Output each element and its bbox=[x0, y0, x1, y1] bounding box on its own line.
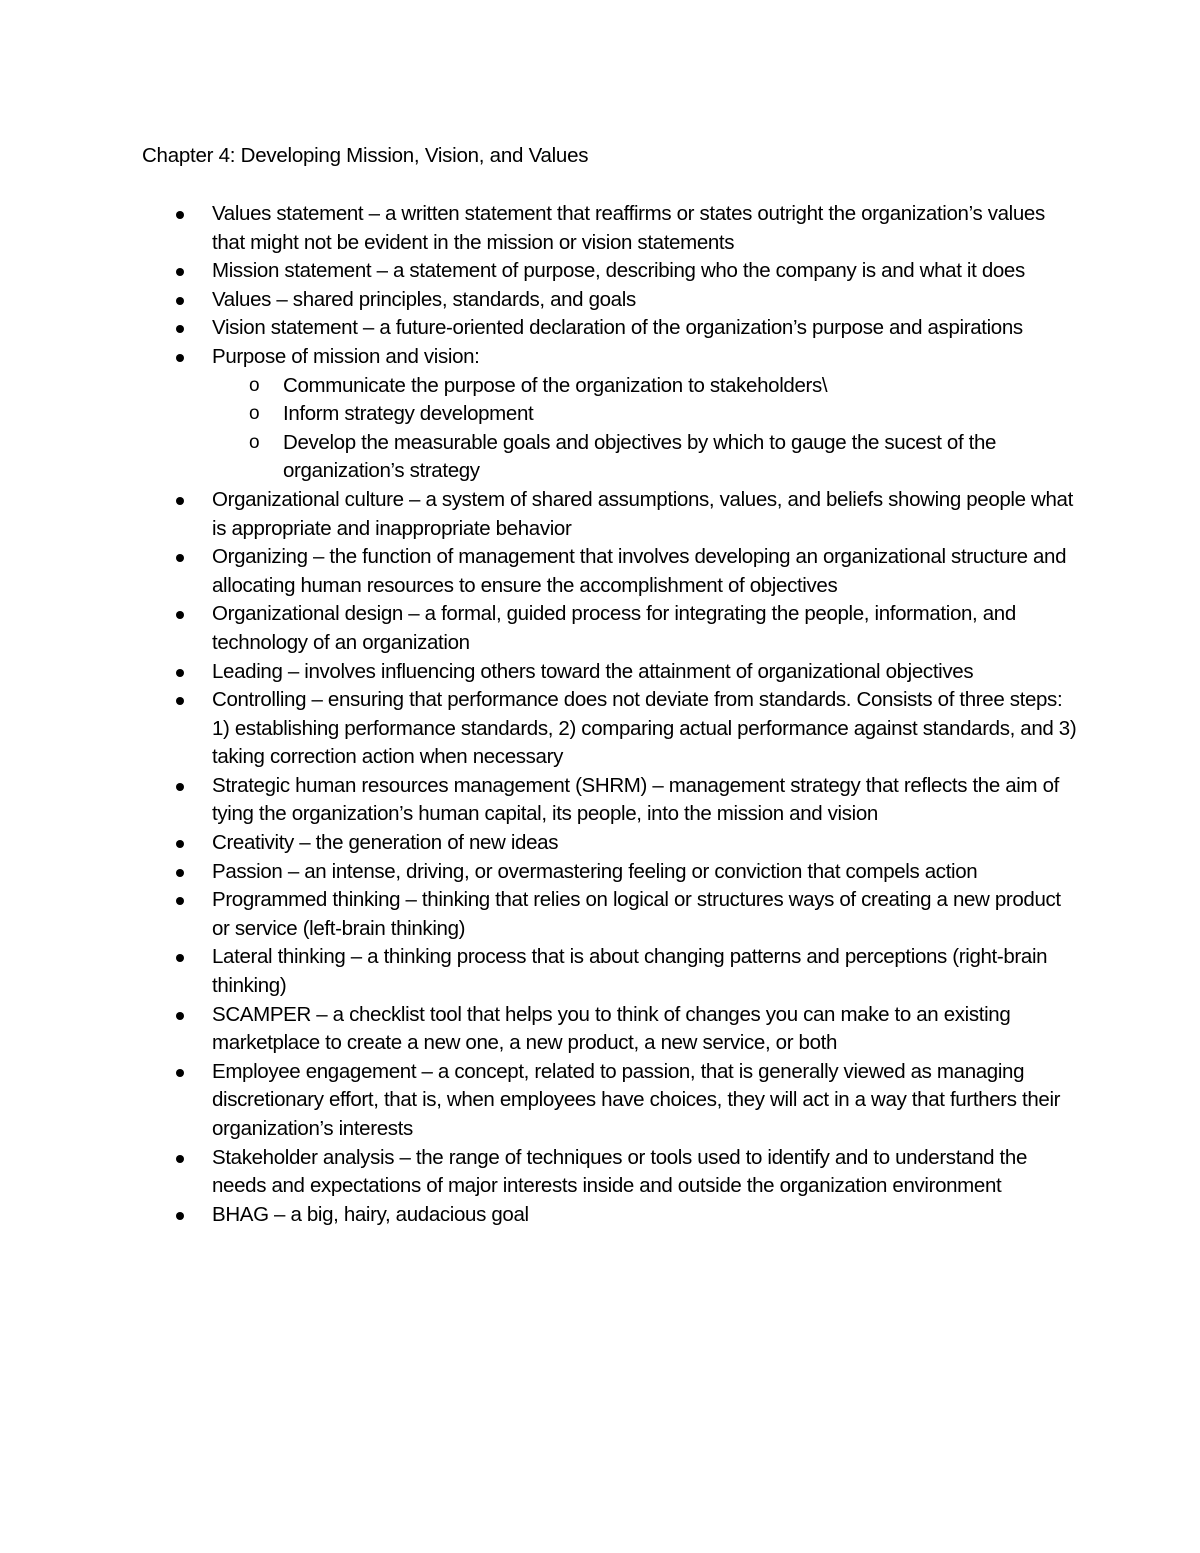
list-item-text: Leading – involves influencing others toward the attainment of organizational objectives bbox=[212, 659, 974, 683]
list-item bbox=[212, 257, 1082, 286]
sub-list-item bbox=[249, 400, 1082, 429]
list-item bbox=[212, 829, 1082, 858]
list-item-text: Organizing – the function of management that involves developing an organizational structure and allocating human resources to ensure the accomplishment of objectives bbox=[212, 545, 1067, 597]
bullet-icon bbox=[176, 497, 184, 505]
list-item bbox=[212, 343, 1082, 486]
list-item-text: BHAG – a big, hairy, audacious goal bbox=[212, 1202, 529, 1226]
list-item-text: SCAMPER – a checklist tool that helps you to think of changes you can make to an existing marketplace to create a new one, a new product, a new service, or both bbox=[212, 1002, 1011, 1055]
hollow-bullet-icon: o bbox=[249, 431, 260, 453]
bullet-icon bbox=[176, 954, 184, 962]
bullet-icon bbox=[176, 869, 184, 877]
hollow-bullet-icon: o bbox=[249, 374, 260, 396]
bullet-icon bbox=[176, 1012, 184, 1020]
list-item bbox=[212, 658, 1082, 687]
sub-list-item-text: Develop the measurable goals and objectives by which to gauge the sucest of the organization’s strategy bbox=[283, 430, 997, 483]
bullet-icon bbox=[176, 840, 184, 848]
list-item bbox=[212, 286, 1082, 315]
list-item-text: Mission statement – a statement of purpose, describing who the company is and what it does bbox=[212, 259, 1025, 283]
bullet-icon bbox=[176, 669, 184, 677]
definitions-list bbox=[212, 200, 1082, 1229]
list-item bbox=[212, 943, 1082, 1000]
bullet-icon bbox=[176, 211, 184, 219]
list-item bbox=[212, 1144, 1082, 1201]
bullet-icon bbox=[176, 325, 184, 333]
list-item bbox=[212, 858, 1082, 887]
bullet-icon bbox=[176, 268, 184, 276]
hollow-bullet-icon: o bbox=[249, 403, 260, 425]
sub-list-item-text: Inform strategy development bbox=[283, 402, 534, 426]
sub-list-item bbox=[249, 372, 1082, 401]
list-item bbox=[212, 600, 1082, 657]
sub-list-item-text: Communicate the purpose of the organization to stakeholders\ bbox=[283, 373, 828, 397]
list-item bbox=[212, 1058, 1082, 1144]
bullet-icon bbox=[176, 1069, 184, 1077]
list-item bbox=[212, 200, 1082, 257]
page-title: Chapter 4: Developing Mission, Vision, and Values bbox=[142, 144, 589, 167]
list-item-text: Lateral thinking – a thinking process that is about changing patterns and perceptions (right-brain thinking) bbox=[212, 945, 1048, 998]
list-item bbox=[212, 314, 1082, 343]
list-item-text: Organizational culture – a system of shared assumptions, values, and beliefs showing people what is appropriate and inappropriate behavior bbox=[212, 487, 1073, 540]
bullet-icon bbox=[176, 697, 184, 705]
list-item bbox=[212, 1201, 1082, 1230]
list-item bbox=[212, 1001, 1082, 1058]
list-item bbox=[212, 486, 1082, 543]
list-item-text: Values statement – a written statement that reaffirms or states outright the organization’s values that might not be evident in the mission or vision statements bbox=[212, 202, 1045, 254]
list-item-text: Values – shared principles, standards, and goals bbox=[212, 287, 636, 311]
sub-list bbox=[212, 372, 1082, 486]
list-item-text: Employee engagement – a concept, related to passion, that is generally viewed as managing discretionary effort, that is, when employees have choices, they will act in a way that furthers their organization’s interests bbox=[212, 1059, 1061, 1140]
list-item-text: Passion – an intense, driving, or overmastering feeling or conviction that compels action bbox=[212, 859, 978, 883]
list-item-text: Stakeholder analysis – the range of techniques or tools used to identify and to understand the needs and expectations of major interests inside and outside the organization environment bbox=[212, 1145, 1027, 1198]
list-item-text: Organizational design – a formal, guided process for integrating the people, information, and technology of an organization bbox=[212, 602, 1016, 654]
list-item-text: Controlling – ensuring that performance does not deviate from standards. Consists of three steps: 1) establishing performance standards, 2) comparing actual performance against standards, and 3) taking correction action when necessary bbox=[212, 688, 1077, 769]
bullet-icon bbox=[176, 297, 184, 305]
bullet-icon bbox=[176, 554, 184, 562]
list-item bbox=[212, 686, 1082, 772]
list-item bbox=[212, 543, 1082, 600]
sub-list-item bbox=[249, 429, 1082, 486]
bullet-icon bbox=[176, 783, 184, 791]
bullet-icon bbox=[176, 354, 184, 362]
bullet-icon bbox=[176, 897, 184, 905]
list-item-text: Purpose of mission and vision: bbox=[212, 344, 480, 368]
list-item-text: Creativity – the generation of new ideas bbox=[212, 831, 559, 855]
list-item bbox=[212, 886, 1082, 943]
list-item bbox=[212, 772, 1082, 829]
list-item-text: Vision statement – a future-oriented declaration of the organization’s purpose and aspirations bbox=[212, 316, 1023, 340]
list-item-text: Strategic human resources management (SHRM) – management strategy that reflects the aim of tying the organization’s human capital, its people, into the mission and vision bbox=[212, 773, 1059, 826]
bullet-icon bbox=[176, 1155, 184, 1163]
bullet-icon bbox=[176, 611, 184, 619]
bullet-icon bbox=[176, 1212, 184, 1220]
list-item-text: Programmed thinking – thinking that relies on logical or structures ways of creating a new product or service (left-brain thinking) bbox=[212, 888, 1061, 940]
